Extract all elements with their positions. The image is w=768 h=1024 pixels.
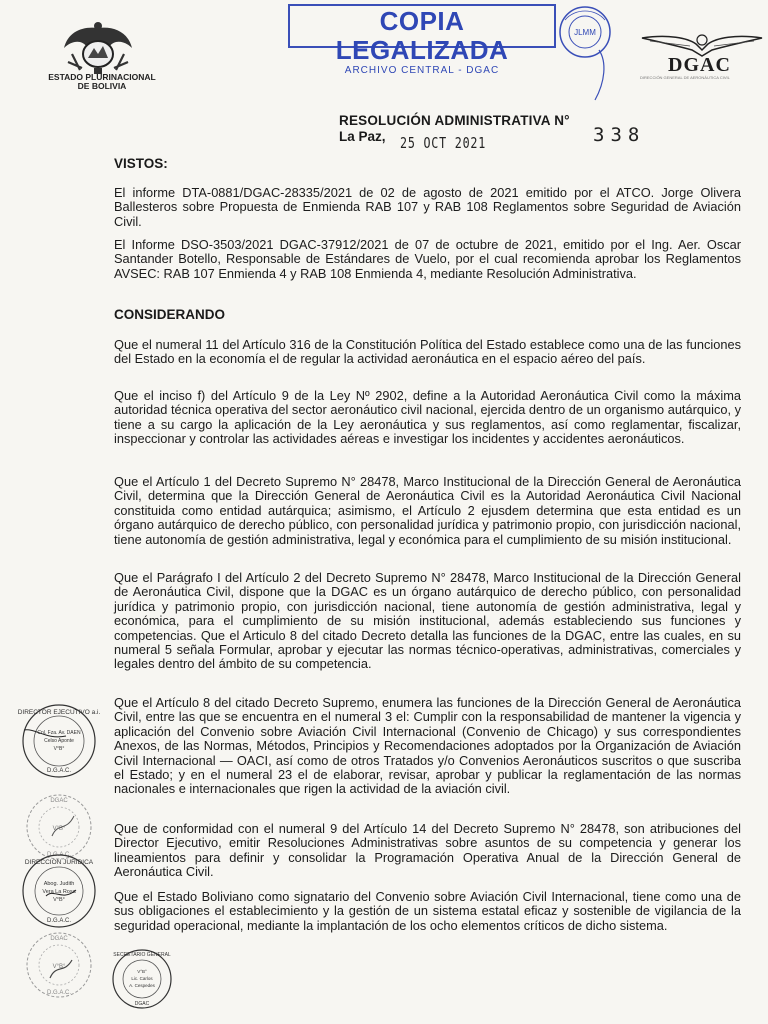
state-name-line2: DE BOLIVIA <box>77 81 127 91</box>
seal-inner-line1: V°B° <box>52 826 66 832</box>
seal-ring-text: DIRECTOR EJECUTIVO a.i. <box>17 709 101 716</box>
seal-ring-text: DGAC <box>50 798 68 804</box>
seal-inner-line1: V°B° <box>137 969 147 974</box>
resolution-date-stamp: 25 OCT 2021 <box>400 134 487 152</box>
seal-inner-line1: V°B° <box>52 964 66 970</box>
resolution-number: 338 <box>593 124 646 146</box>
seal-bottom-text: D.G.A.C. <box>46 852 72 858</box>
seal-inner-line3: V°B° <box>53 746 65 752</box>
paragraph-4: Que el inciso f) del Artículo 9 de la Ley Nº 2902, define a la Autoridad Aeronáutica Civil como la máxima autoridad técnica operativa del sector aeronáutico civil nacional, ejercida dentro de un organismo autárquico, y tiene a su cargo la aplicación de la Ley aeronáutica y sus reglamentos, así como reglamentar, fiscalizar, inspeccionar y controlar las actividades aéreas e investigar los incidentes y accidentes aeronáuticos. <box>114 388 741 447</box>
seal-bottom-text: D.G.A.C. <box>46 768 72 774</box>
seal-bottom-text: D.G.A.C. <box>46 990 72 996</box>
state-name <box>44 73 160 91</box>
resolution-place: La Paz, <box>339 129 386 144</box>
considerando-heading: CONSIDERANDO <box>114 307 226 322</box>
seal-initials: JLMM <box>574 28 596 37</box>
seal-bottom-text: DGAC <box>134 1001 150 1007</box>
paragraph-8: Que de conformidad con el numeral 9 del Artículo 14 del Decreto Supremo N° 28478, son atribuciones del Director Ejecutivo, emitir Resoluciones Administrativas sobre asuntos de su competencia y generar los lineamientos para definir y consolidar la Programación Operativa Anual de la Dirección General de Aeronáutica Civil. <box>114 821 741 880</box>
state-name-line1: ESTADO PLURINACIONAL <box>48 72 156 82</box>
paragraph-1: El informe DTA-0881/DGAC-28335/2021 de 02 de agosto de 2021 emitido por el ATCO. Jorge Olivera Ballesteros sobre Propuesta de Enmienda RAB 107 y RAB 108 Reglamentos sobre Seguridad de Aviación Civil. <box>114 185 741 229</box>
direccion-juridica-seal <box>16 850 102 932</box>
stamp-subtitle: ARCHIVO CENTRAL - DGAC <box>344 65 500 76</box>
resolution-title: RESOLUCIÓN ADMINISTRATIVA N° <box>339 113 570 128</box>
paragraph-2: El Informe DSO-3503/2021 DGAC-37912/2021 de 07 de octubre de 2021, emitido por el Ing. Aer. Oscar Santander Botello, Responsable de Estándares de Vuelo, por el cual recomienda aprobar los Reglamentos AVSEC: RAB 107 Enmienda 4 y RAB 108 Enmienda 4, mediante Resolución Administrativa. <box>114 237 741 281</box>
dgac-logo-text: DGAC <box>668 54 731 76</box>
paragraph-6: Que el Parágrafo I del Artículo 2 del Decreto Supremo N° 28478, Marco Institucional de la Dirección General de Aeronáutica Civil, dispone que la DGAC es un órgano autárquico de derecho público, con personalidad jurídica y patrimonio propio, con jurisdicción nacional, tiene autonomía de gestión administrativa, legal y económica, para el cumplimiento de su misión institucional, además estableciendo sus funciones y competencias. Que el Articulo 8 del citado Decreto detalla las funciones de la DGAC, entre las cuales, en su numeral 5 señala Formular, aprobar y ejecutar las normas técnico-operativas, administrativas, comerciales y legales dentro del ámbito de su competencia. <box>114 570 741 672</box>
seal-inner-line3: A. Cespedes <box>129 983 155 988</box>
paragraph-7: Que el Artículo 8 del citado Decreto Supremo, enumera las funciones de la Dirección General de Aeronáutica Civil, entre las que se encuentra en el numeral 3 el: Cumplir con la responsabilidad de mantener la vigencia y aplicación del Convenio sobre Aviación Civil Internacional (Convenio de Chicago) y sus correspondientes Anexos, de las Normas, Métodos, Principios y Recomendaciones adoptados por la Organización de Aviación Civil Internacional — OACI, así como de otros Tratados y/o Convenios Aeronáuticos suscritos o que suscriba el Estado; y en el numeral 23 el de elaborar, revisar, aprobar y publicar la reglamentación de las normas nacionales e internacionales que rigen la actividad de la aviación civil. <box>114 695 741 797</box>
paragraph-3: Que el numeral 11 del Artículo 316 de la Constitución Política del Estado establece como una de las funciones del Estado en la economía el de regular la actividad aeronáutica en el espacio aéreo del país. <box>114 337 741 367</box>
seal-ring-text: DGAC <box>50 936 68 942</box>
seal-inner-line1: Abog. Judith <box>43 881 75 887</box>
seal-inner-line3: V°B° <box>53 897 65 903</box>
copia-legalizada-stamp <box>288 4 556 76</box>
seal-bottom-text: D.G.A.C. <box>46 918 72 924</box>
seal-inner-line2: Vera La Rosa <box>42 889 76 895</box>
paragraph-9: Que el Estado Boliviano como signatario del Convenio sobre Aviación Civil Internacional, tiene como una de sus obligaciones el establecimiento y la gestión de un sistema estatal eficaz y sostenible de vigilancia de la seguridad operacional, mediante la implantación de los ocho elementos críticos de dicho sistema. <box>114 889 741 933</box>
dgac-vobo-seal-2 <box>16 924 102 1006</box>
seal-inner-line2: Lic. Carlos <box>131 976 153 981</box>
seal-inner-line2: Celso Aponte <box>44 738 74 744</box>
seal-ring-text: SECRETARIO GENERAL <box>113 952 171 958</box>
director-ejecutivo-seal <box>16 700 102 782</box>
coat-of-arms-logo <box>58 18 138 76</box>
seal-inner-line1: Cnl. Fza. Av. DAEN <box>37 730 81 736</box>
paragraph-5: Que el Artículo 1 del Decreto Supremo N° 28478, Marco Institucional de la Dirección General de Aeronáutica Civil, determina que la Dirección General de Aeronáutica Civil es la Autoridad Aeronáutica Civil Nacional constituida como entidad autárquica; asimismo, el Artículo 2 ejusdem determina que esta entidad es un órgano autárquico de derecho público, con personalidad jurídica y patrimonio propio, con jurisdicción nacional, tiene autonomía de gestión administrativa, legal y económica para el cumplimiento de su misión institucional. <box>114 474 741 547</box>
archivo-seal <box>555 2 615 102</box>
vistos-heading: VISTOS: <box>114 156 168 171</box>
stamp-title: COPIA LEGALIZADA <box>335 6 509 65</box>
seal-ring-text: DIRECCION JURIDICA <box>24 859 94 866</box>
secretario-general-seal <box>110 945 174 1013</box>
dgac-logo-subline: DIRECCIÓN GENERAL DE AERONÁUTICA CIVIL <box>640 75 730 80</box>
